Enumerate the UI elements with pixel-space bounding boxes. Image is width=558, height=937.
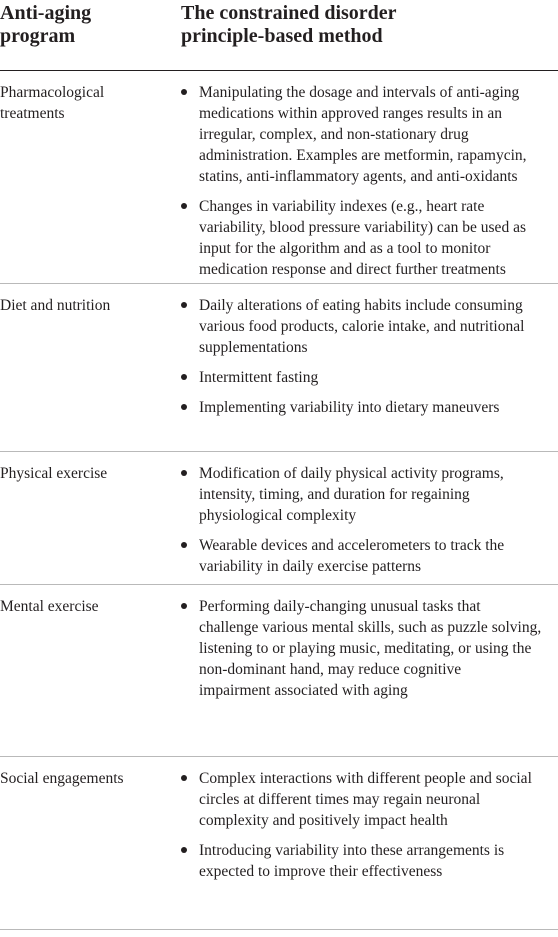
list-item-line: challenge various mental skills, such as puzzle solving, bbox=[199, 619, 542, 636]
row-label-line: treatments bbox=[0, 105, 65, 122]
row-label-line: Mental exercise bbox=[0, 598, 99, 615]
bullet-icon bbox=[181, 203, 187, 209]
list-item-line: Wearable devices and accelerometers to track the bbox=[199, 537, 505, 554]
list-item-line: administration. Examples are metformin, rapamycin, bbox=[199, 147, 527, 164]
list-item bbox=[181, 82, 558, 187]
table-row bbox=[0, 284, 558, 452]
list-item bbox=[181, 367, 558, 388]
list-item-line: variability in daily exercise patterns bbox=[199, 558, 422, 575]
row-label bbox=[0, 295, 172, 316]
bullet-icon bbox=[181, 302, 187, 308]
bullet-icon bbox=[181, 89, 187, 95]
list-item bbox=[181, 535, 558, 577]
column-header-method bbox=[181, 2, 551, 48]
table-row bbox=[0, 757, 558, 930]
table-header bbox=[0, 0, 558, 71]
list-item-line: Changes in variability indexes (e.g., heart rate bbox=[199, 198, 485, 215]
bullet-list bbox=[181, 596, 558, 710]
header-line: The constrained disorder bbox=[181, 2, 397, 24]
bullet-list bbox=[181, 82, 558, 289]
list-item bbox=[181, 295, 558, 358]
row-label bbox=[0, 596, 172, 617]
list-item-line: Implementing variability into dietary maneuvers bbox=[199, 399, 500, 416]
row-label-line: Pharmacological bbox=[0, 84, 105, 101]
table-body bbox=[0, 71, 558, 930]
list-item-line: input for the algorithm and as a tool to monitor bbox=[199, 240, 491, 257]
list-item-line: physiological complexity bbox=[199, 507, 357, 524]
list-item-line: Introducing variability into these arrangements is bbox=[199, 842, 505, 859]
table-row bbox=[0, 585, 558, 757]
header-line: principle-based method bbox=[181, 25, 383, 47]
row-label-line: Social engagements bbox=[0, 770, 124, 787]
list-item-line: variability, blood pressure variability) can be used as bbox=[199, 219, 526, 236]
bullet-list bbox=[181, 463, 558, 586]
list-item-line: supplementations bbox=[199, 339, 308, 356]
list-item-line: impairment associated with aging bbox=[199, 682, 408, 699]
list-item bbox=[181, 840, 558, 882]
bullet-icon bbox=[181, 847, 187, 853]
list-item bbox=[181, 463, 558, 526]
row-label bbox=[0, 768, 172, 789]
column-header-program bbox=[0, 2, 170, 48]
list-item-line: Intermittent fasting bbox=[199, 369, 319, 386]
list-item-line: non-dominant hand, may reduce cognitive bbox=[199, 661, 462, 678]
list-item-line: Modification of daily physical activity programs, bbox=[199, 465, 504, 482]
row-label bbox=[0, 82, 172, 124]
bullet-icon bbox=[181, 603, 187, 609]
list-item bbox=[181, 768, 558, 831]
list-item-line: Manipulating the dosage and intervals of anti-aging bbox=[199, 84, 520, 101]
bullet-list bbox=[181, 768, 558, 891]
table-row bbox=[0, 452, 558, 585]
list-item-line: medications within approved ranges results in an bbox=[199, 105, 503, 122]
bullet-icon bbox=[181, 542, 187, 548]
bullet-icon bbox=[181, 470, 187, 476]
bullet-icon bbox=[181, 374, 187, 380]
header-line: program bbox=[0, 25, 76, 47]
list-item-line: medication response and direct further treatments bbox=[199, 261, 506, 278]
row-label-line: Diet and nutrition bbox=[0, 297, 111, 314]
list-item-line: various food products, calorie intake, and nutritional bbox=[199, 318, 525, 335]
list-item-line: statins, anti-inflammatory agents, and anti-oxidants bbox=[199, 168, 518, 185]
list-item bbox=[181, 397, 558, 418]
list-item-line: circles at different times may regain neuronal bbox=[199, 791, 481, 808]
bullet-list bbox=[181, 295, 558, 427]
list-item-line: listening to or playing music, meditating, or using the bbox=[199, 640, 532, 657]
bullet-icon bbox=[181, 775, 187, 781]
list-item bbox=[181, 196, 558, 280]
bullet-icon bbox=[181, 404, 187, 410]
list-item-line: expected to improve their effectiveness bbox=[199, 863, 443, 880]
list-item-line: Complex interactions with different people and social bbox=[199, 770, 532, 787]
list-item-line: irregular, complex, and non-stationary drug bbox=[199, 126, 469, 143]
list-item-line: complexity and positively impact health bbox=[199, 812, 448, 829]
header-line: Anti-aging bbox=[0, 2, 92, 24]
table-row bbox=[0, 71, 558, 284]
list-item-line: intensity, timing, and duration for regaining bbox=[199, 486, 470, 503]
row-label bbox=[0, 463, 172, 484]
row-label-line: Physical exercise bbox=[0, 465, 108, 482]
list-item-line: Daily alterations of eating habits include consuming bbox=[199, 297, 523, 314]
list-item bbox=[181, 596, 558, 701]
list-item-line: Performing daily-changing unusual tasks that bbox=[199, 598, 481, 615]
